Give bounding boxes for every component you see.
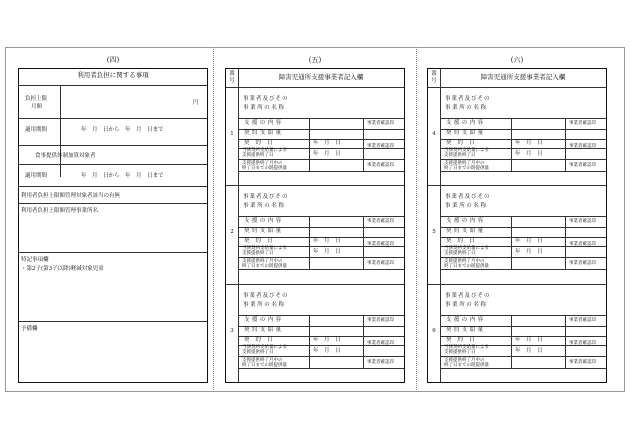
provider-name-label: 事業所の名称 [243, 203, 286, 210]
confirm-seal-label: 事業者確認印 [367, 359, 394, 365]
panel-5-table [225, 68, 405, 383]
contract-date-value: 年 月 日 [313, 336, 341, 343]
period-label: 適用期間 [25, 127, 48, 133]
end-date-value: 年 月 日 [515, 151, 543, 157]
contract-amount-label: 契約支給量 [244, 326, 284, 333]
remaining-label: 終了日までの既提供量 [444, 264, 489, 270]
provider-name-label: 事業所の名称 [445, 203, 488, 210]
contract-date-label: 契約日 [244, 140, 279, 146]
contract-date-value: 年 月 日 [515, 336, 543, 343]
confirm-seal-label: 事業者確認印 [569, 340, 596, 346]
end-date-label: 当該契約支給量による [242, 344, 287, 350]
end-date-label: 支援提供終了日 [242, 349, 274, 355]
mgmt-office: 利用者負担上限額管理事業所名 [21, 208, 99, 214]
provider-name-label: 事業者及びその [243, 292, 289, 299]
provider-name-label: 事業者及びその [243, 194, 289, 201]
remaining-label: 終了日までの既提供量 [444, 166, 489, 171]
end-date-label: 当該契約支給量による [242, 246, 287, 252]
entry-number: 1 [230, 131, 234, 137]
num-header: 番 [431, 71, 437, 77]
contract-date-label: 契約日 [244, 238, 279, 245]
remaining-label: 支援提供終了月中の [444, 161, 485, 166]
end-date-value: 年 月 日 [515, 347, 543, 354]
panel-4-title: (四) [106, 56, 120, 64]
confirm-seal-label: 事業者確認印 [367, 317, 394, 323]
entry-number: 5 [432, 229, 436, 236]
contract-amount-label: 契約支給量 [446, 228, 486, 235]
end-date-label: 支援提供終了日 [444, 349, 476, 355]
provider-name-label: 事業者及びその [445, 194, 491, 201]
entry-number: 4 [432, 131, 436, 137]
remaining-label: 支援提供終了月中の [444, 259, 485, 265]
end-date-label: 当該契約支給量による [444, 344, 489, 350]
remaining-label: 終了日までの既提供量 [242, 264, 287, 270]
special-label: 特記事項欄 [21, 257, 49, 263]
meal-label: 食事提供体制加算対象者 [35, 153, 96, 159]
contract-date-label: 契約日 [244, 336, 279, 343]
end-date-value: 年 月 日 [313, 347, 341, 354]
end-date-label: 当該契約支給量による [444, 148, 489, 153]
end-date-value: 年 月 日 [313, 151, 341, 157]
confirm-seal-label: 事業者確認印 [569, 359, 596, 365]
confirm-seal-label: 事業者確認印 [367, 219, 394, 225]
remaining-label: 支援提供終了月中の [242, 357, 283, 363]
contract-date-value: 年 月 日 [313, 140, 341, 146]
confirm-seal-label: 事業者確認印 [569, 144, 596, 149]
panel-separator [416, 47, 417, 392]
end-date-label: 支援提供終了日 [444, 153, 476, 158]
confirm-seal-label: 事業者確認印 [569, 242, 596, 248]
num-header: 番 [229, 71, 235, 77]
confirm-seal-label: 事業者確認印 [367, 144, 394, 149]
period-label-2: 適用期間 [25, 173, 48, 179]
remaining-label: 終了日までの既提供量 [444, 362, 489, 368]
contract-amount-label: 契約支給量 [446, 130, 486, 136]
limit-label-1: 負担上限 [25, 96, 48, 102]
confirm-seal-label: 事業者確認印 [367, 261, 394, 267]
confirm-seal-label: 事業者確認印 [569, 317, 596, 323]
end-date-value: 年 月 日 [515, 249, 543, 256]
panel-separator [213, 47, 214, 392]
column-header: 障害児通所支援事業者記入欄 [278, 73, 364, 81]
support-content-label: 支援の内容 [244, 218, 284, 225]
panel-6-table [427, 68, 607, 383]
provider-name-label: 事業者及びその [445, 292, 491, 299]
entry-number: 3 [230, 327, 234, 334]
support-content-label: 支援の内容 [446, 120, 486, 126]
provider-name-label: 事業所の名称 [243, 301, 286, 308]
panel-5-title: (五) [308, 56, 322, 64]
contract-amount-label: 契約支給量 [446, 326, 486, 333]
confirm-seal-label: 事業者確認印 [367, 163, 394, 168]
end-date-label: 支援提供終了日 [242, 251, 274, 257]
period-text-2: 年 月 日から 年 月 日まで [81, 173, 164, 179]
num-header: 号 [229, 78, 235, 84]
confirm-seal-label: 事業者確認印 [367, 242, 394, 248]
period-text: 年 月 日から 年 月 日まで [81, 127, 164, 133]
remaining-label: 終了日までの既提供量 [242, 166, 287, 171]
panel-6-title: (六) [510, 56, 524, 64]
confirm-seal-label: 事業者確認印 [569, 163, 596, 168]
entry-number: 2 [230, 229, 234, 236]
contract-date-label: 契約日 [446, 336, 481, 343]
contract-date-value: 年 月 日 [313, 238, 341, 245]
provider-name-label: 事業所の名称 [445, 105, 488, 111]
column-header: 障害児通所支援事業者記入欄 [480, 73, 566, 81]
remaining-label: 支援提供終了月中の [242, 259, 283, 265]
confirm-seal-label: 事業者確認印 [367, 340, 394, 346]
end-date-value: 年 月 日 [313, 249, 341, 256]
confirm-seal-label: 事業者確認印 [569, 219, 596, 225]
panel-4-table [18, 68, 208, 383]
limit-label-2: 月額 [31, 104, 43, 110]
end-date-label: 支援提供終了日 [242, 153, 274, 158]
contract-date-label: 契約日 [446, 140, 481, 146]
mgmt-label: 利用者負担上限額管理対象者該当の有無 [21, 193, 121, 199]
special-item: ・第2子(第3子以降)軽減対象児童 [21, 266, 104, 272]
provider-name-label: 事業者及びその [243, 96, 289, 102]
provider-name-label: 事業者及びその [445, 96, 491, 102]
contract-amount-label: 契約支給量 [244, 228, 284, 235]
confirm-seal-label: 事業者確認印 [367, 121, 394, 126]
end-date-label: 当該契約支給量による [444, 246, 489, 252]
entry-number: 6 [432, 327, 436, 334]
num-header: 号 [431, 78, 437, 84]
confirm-seal-label: 事業者確認印 [569, 121, 596, 126]
reserve-label: 予備欄 [21, 326, 38, 332]
support-content-label: 支援の内容 [244, 120, 284, 126]
provider-name-label: 事業所の名称 [445, 301, 488, 308]
contract-amount-label: 契約支給量 [244, 130, 284, 136]
yen-label: 円 [193, 100, 199, 106]
confirm-seal-label: 事業者確認印 [569, 261, 596, 267]
support-content-label: 支援の内容 [446, 316, 486, 323]
p4-header: 利用者負担に関する事項 [77, 71, 149, 79]
remaining-label: 支援提供終了月中の [242, 161, 283, 166]
end-date-label: 支援提供終了日 [444, 251, 476, 257]
support-content-label: 支援の内容 [244, 316, 284, 323]
remaining-label: 終了日までの既提供量 [242, 362, 287, 368]
remaining-label: 支援提供終了月中の [444, 357, 485, 363]
contract-date-value: 年 月 日 [515, 140, 543, 146]
end-date-label: 当該契約支給量による [242, 148, 287, 153]
contract-date-label: 契約日 [446, 238, 481, 245]
contract-date-value: 年 月 日 [515, 238, 543, 245]
support-content-label: 支援の内容 [446, 218, 486, 225]
provider-name-label: 事業所の名称 [243, 105, 286, 111]
